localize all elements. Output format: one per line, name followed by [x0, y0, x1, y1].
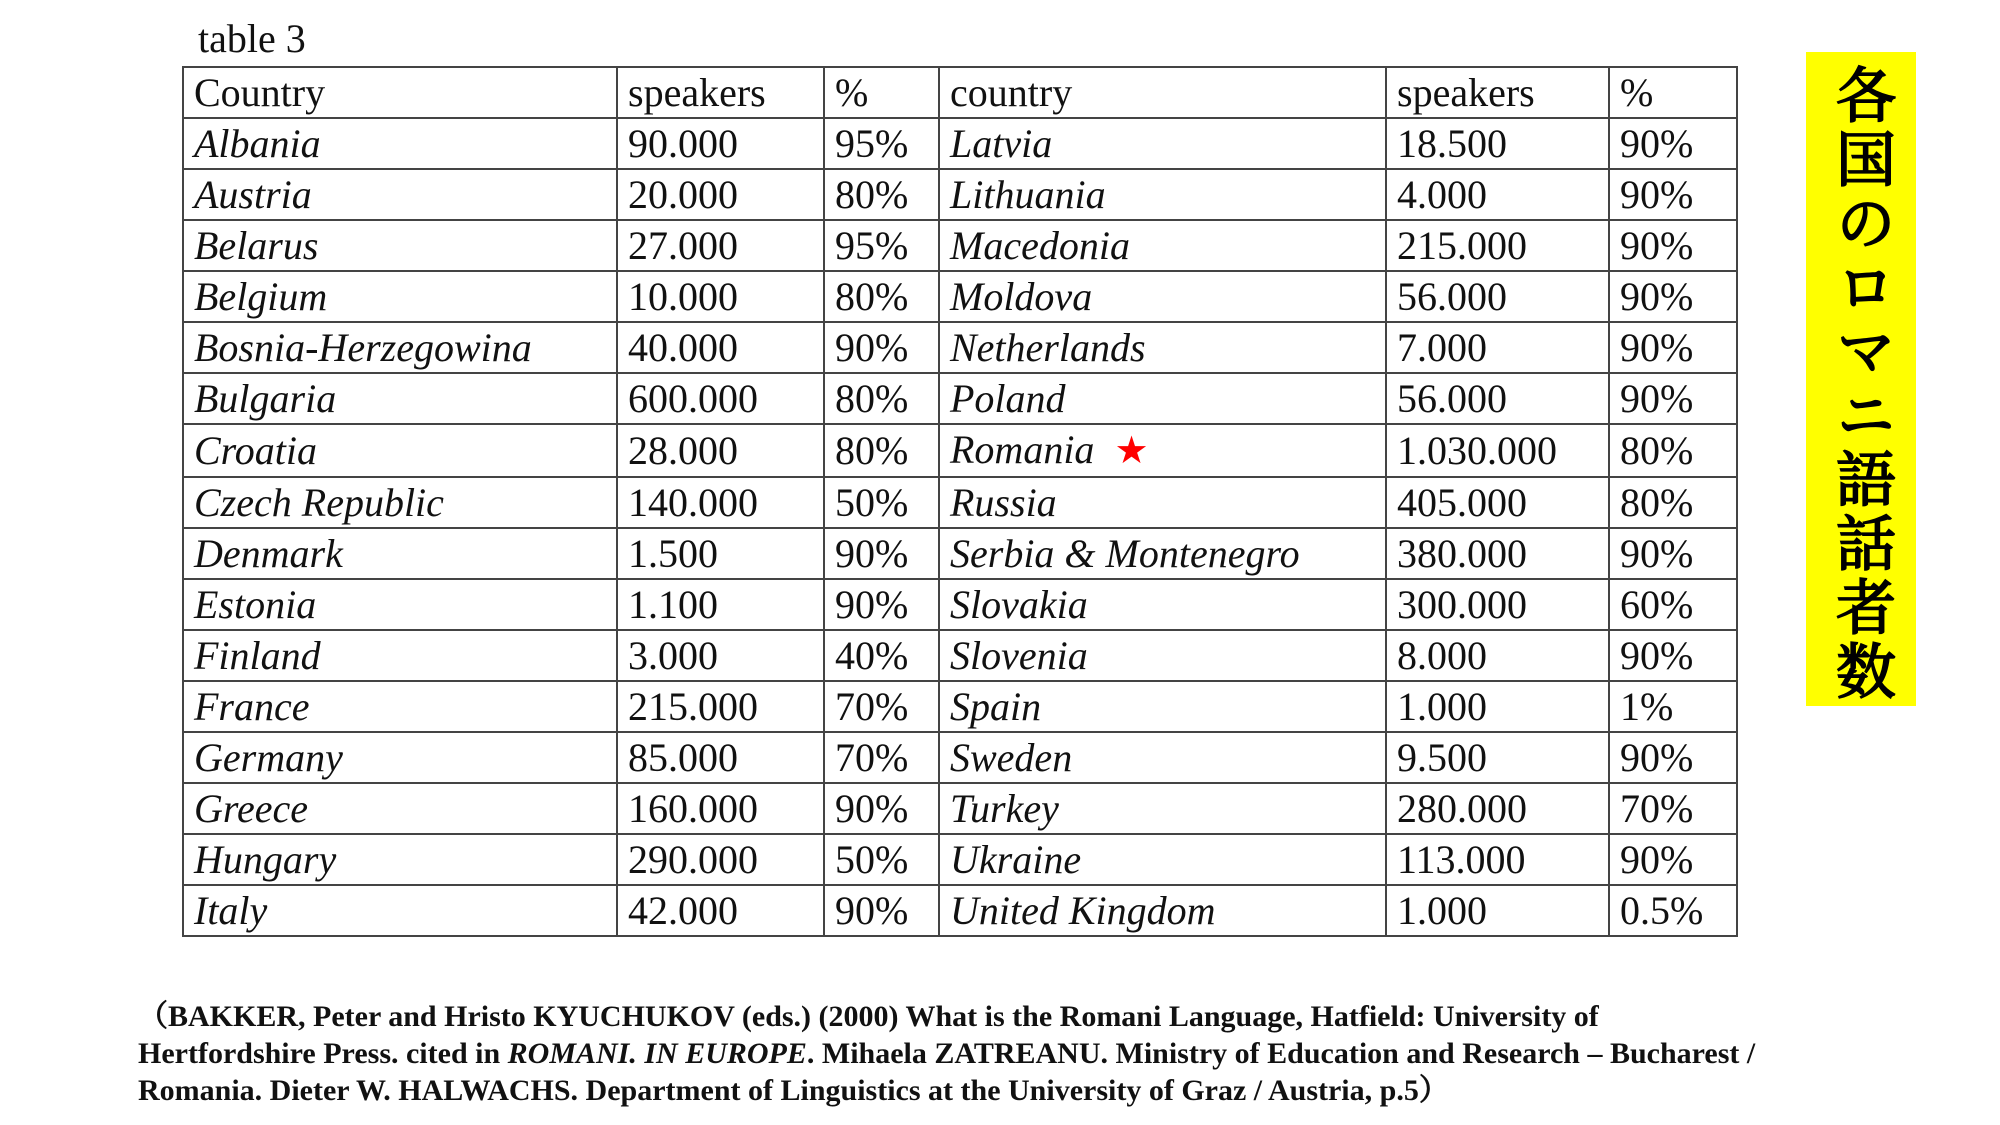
- percent-right-cell: [1609, 681, 1737, 732]
- speakers-right-cell: [1386, 630, 1609, 681]
- speakers-right-cell: [1386, 681, 1609, 732]
- speakers-right-cell: [1386, 885, 1609, 936]
- country-right-cell: [939, 579, 1386, 630]
- country-left-cell: [183, 834, 617, 885]
- table-row: [183, 169, 1737, 220]
- citation: [138, 998, 1978, 1109]
- table-caption: table 3: [198, 16, 306, 61]
- percent-right-cell-text: 90%: [1620, 837, 1694, 882]
- country-right-cell-text: Serbia & Montenegro: [950, 531, 1300, 576]
- percent-right-cell-text: 60%: [1620, 582, 1694, 627]
- speakers-left-cell-text: 1.100: [628, 582, 718, 627]
- percent-left-cell-text: 80%: [835, 172, 909, 217]
- percent-left-cell: [824, 630, 939, 681]
- percent-left-cell-text: 80%: [835, 428, 909, 473]
- speakers-right-cell-text: 18.500: [1397, 121, 1507, 166]
- country-left-cell-text: Czech Republic: [194, 480, 444, 525]
- speakers-left-cell-text: 40.000: [628, 325, 738, 370]
- table-row: [183, 783, 1737, 834]
- country-right-cell-text: Russia: [950, 480, 1057, 525]
- country-left-cell-text: Belarus: [194, 223, 319, 268]
- country-right-cell-text: Latvia: [950, 121, 1053, 166]
- speakers-right-cell-text: 8.000: [1397, 633, 1487, 678]
- country-left-cell-text: France: [194, 684, 310, 729]
- percent-left-cell-text: 90%: [835, 531, 909, 576]
- citation-line-2-end: . Mihaela ZATREANU. Ministry of Education and Research – Bucharest /: [806, 1037, 1756, 1070]
- country-right-cell-text: Poland: [950, 376, 1066, 421]
- percent-left-cell-text: 70%: [835, 684, 909, 729]
- country-left-cell: [183, 169, 617, 220]
- country-left-cell: [183, 424, 617, 477]
- table-row: [183, 630, 1737, 681]
- speakers-left-cell: [617, 322, 824, 373]
- speakers-right-cell: [1386, 271, 1609, 322]
- table-row: [183, 834, 1737, 885]
- speakers-right-cell: [1386, 477, 1609, 528]
- percent-left-cell: [824, 118, 939, 169]
- speakers-left-cell-text: 215.000: [628, 684, 758, 729]
- speakers-left-cell: [617, 169, 824, 220]
- percent-left-cell-text: 95%: [835, 121, 909, 166]
- percent-right-cell-text: 70%: [1620, 786, 1694, 831]
- percent-right-cell: [1609, 528, 1737, 579]
- speakers-right-cell-text: 9.500: [1397, 735, 1487, 780]
- percent-right-cell: [1609, 322, 1737, 373]
- speakers-right-cell-text: 56.000: [1397, 376, 1507, 421]
- table-row: [183, 271, 1737, 322]
- speakers-left-cell: [617, 118, 824, 169]
- country-right-cell-text: Moldova: [950, 274, 1093, 319]
- speakers-right-cell-text: 380.000: [1397, 531, 1527, 576]
- speakers-right-cell: [1386, 783, 1609, 834]
- country-right-cell-text: Lithuania: [950, 172, 1106, 217]
- percent-left-cell: [824, 528, 939, 579]
- star-icon: ★: [1114, 430, 1149, 472]
- percent-left-cell-text: 90%: [835, 786, 909, 831]
- speakers-left-cell-text: 90.000: [628, 121, 738, 166]
- country-right-cell: [939, 732, 1386, 783]
- country-right-cell: [939, 885, 1386, 936]
- side-title: 各国のロマニ語話者数: [1826, 64, 1896, 704]
- percent-left-cell-text: 80%: [835, 274, 909, 319]
- speakers-left-cell: [617, 477, 824, 528]
- percent-right-cell: [1609, 424, 1737, 477]
- speakers-right-cell-text: 1.030.000: [1397, 428, 1557, 473]
- speakers-right-cell: [1386, 169, 1609, 220]
- percent-right-cell-text: 80%: [1620, 428, 1694, 473]
- country-left-cell: [183, 885, 617, 936]
- speakers-right-cell: [1386, 732, 1609, 783]
- speakers-right-cell: [1386, 118, 1609, 169]
- speakers-left-cell: [617, 373, 824, 424]
- country-right-cell-text: Slovenia: [950, 633, 1088, 678]
- percent-right-cell: [1609, 271, 1737, 322]
- percent-right-cell: [1609, 169, 1737, 220]
- table-row: [183, 528, 1737, 579]
- table-row: [183, 220, 1737, 271]
- country-left-cell: [183, 220, 617, 271]
- country-left-cell: [183, 579, 617, 630]
- speakers-right-cell-text: 1.000: [1397, 888, 1487, 933]
- percent-right-cell: [1609, 732, 1737, 783]
- citation-source-title: ROMANI. IN EUROPE: [507, 1037, 807, 1070]
- speakers-left-cell-text: 160.000: [628, 786, 758, 831]
- country-right-cell: [939, 424, 1386, 477]
- percent-right-cell: [1609, 885, 1737, 936]
- speakers-left-cell: [617, 681, 824, 732]
- country-right-cell: [939, 528, 1386, 579]
- percent-left-cell: [824, 681, 939, 732]
- table-header-row: [183, 67, 1737, 118]
- percent-left-cell-text: 90%: [835, 888, 909, 933]
- speakers-right-cell-text: 1.000: [1397, 684, 1487, 729]
- percent-right-cell: [1609, 477, 1737, 528]
- country-left-cell-text: Belgium: [194, 274, 328, 319]
- percent-right-cell-text: 90%: [1620, 121, 1694, 166]
- speakers-left-cell: [617, 271, 824, 322]
- country-left-cell: [183, 528, 617, 579]
- country-left-cell: [183, 322, 617, 373]
- country-right-cell-text: Macedonia: [950, 223, 1130, 268]
- speakers-right-cell: [1386, 220, 1609, 271]
- speakers-left-cell: [617, 732, 824, 783]
- header-percent-right: %: [1609, 67, 1737, 118]
- speakers-left-cell-text: 42.000: [628, 888, 738, 933]
- country-left-cell: [183, 271, 617, 322]
- percent-right-cell: [1609, 783, 1737, 834]
- country-right-cell: [939, 118, 1386, 169]
- speakers-right-cell-text: 280.000: [1397, 786, 1527, 831]
- country-right-cell: [939, 630, 1386, 681]
- speakers-left-cell-text: 10.000: [628, 274, 738, 319]
- percent-right-cell-text: 90%: [1620, 376, 1694, 421]
- country-left-cell: [183, 118, 617, 169]
- percent-left-cell: [824, 732, 939, 783]
- country-right-cell-text: Sweden: [950, 735, 1073, 780]
- speakers-left-cell: [617, 783, 824, 834]
- speakers-right-cell-text: 215.000: [1397, 223, 1527, 268]
- speakers-left-cell: [617, 220, 824, 271]
- percent-left-cell: [824, 373, 939, 424]
- speakers-right-cell: [1386, 834, 1609, 885]
- percent-right-cell-text: 0.5%: [1620, 888, 1704, 933]
- speakers-left-cell-text: 3.000: [628, 633, 718, 678]
- percent-left-cell: [824, 220, 939, 271]
- speakers-right-cell: [1386, 424, 1609, 477]
- speakers-left-cell: [617, 424, 824, 477]
- percent-right-cell: [1609, 630, 1737, 681]
- country-right-cell: [939, 783, 1386, 834]
- table-row: [183, 885, 1737, 936]
- country-left-cell-text: Greece: [194, 786, 308, 831]
- table-row: [183, 732, 1737, 783]
- header-speakers-right: speakers: [1386, 67, 1609, 118]
- citation-line-1: （BAKKER, Peter and Hristo KYUCHUKOV (eds.) (2000) What is the Romani Language, Hatfield: University of: [138, 1000, 1599, 1033]
- speakers-left-cell: [617, 885, 824, 936]
- country-left-cell-text: Bosnia-Herzegowina: [194, 325, 532, 370]
- country-right-cell-text: Netherlands: [950, 325, 1146, 370]
- country-right-cell: [939, 220, 1386, 271]
- percent-right-cell: [1609, 373, 1737, 424]
- percent-right-cell: [1609, 834, 1737, 885]
- speakers-right-cell: [1386, 579, 1609, 630]
- speakers-right-cell-text: 4.000: [1397, 172, 1487, 217]
- percent-right-cell-text: 1%: [1620, 684, 1674, 729]
- speakers-table: [182, 66, 1738, 937]
- country-left-cell: [183, 783, 617, 834]
- country-left-cell: [183, 477, 617, 528]
- country-left-cell-text: Finland: [194, 633, 321, 678]
- side-title-box: [1806, 52, 1916, 706]
- country-right-cell: [939, 322, 1386, 373]
- country-right-cell: [939, 373, 1386, 424]
- country-left-cell-text: Bulgaria: [194, 376, 337, 421]
- percent-left-cell-text: 70%: [835, 735, 909, 780]
- percent-left-cell-text: 40%: [835, 633, 909, 678]
- country-left-cell-text: Albania: [194, 121, 321, 166]
- speakers-left-cell-text: 1.500: [628, 531, 718, 576]
- speakers-left-cell-text: 290.000: [628, 837, 758, 882]
- table-row: [183, 118, 1737, 169]
- percent-left-cell-text: 50%: [835, 837, 909, 882]
- percent-left-cell: [824, 579, 939, 630]
- speakers-left-cell: [617, 528, 824, 579]
- country-right-cell-text: Romania: [950, 427, 1095, 472]
- country-left-cell: [183, 630, 617, 681]
- country-right-cell: [939, 834, 1386, 885]
- country-right-cell-text: Turkey: [950, 786, 1059, 831]
- country-right-cell: [939, 271, 1386, 322]
- percent-left-cell: [824, 322, 939, 373]
- percent-right-cell-text: 90%: [1620, 633, 1694, 678]
- table-row: [183, 373, 1737, 424]
- citation-line-2: [138, 1035, 1978, 1072]
- percent-right-cell-text: 90%: [1620, 325, 1694, 370]
- country-left-cell: [183, 373, 617, 424]
- percent-left-cell: [824, 169, 939, 220]
- country-right-cell-text: Ukraine: [950, 837, 1082, 882]
- header-percent-left: %: [824, 67, 939, 118]
- speakers-right-cell: [1386, 322, 1609, 373]
- speakers-left-cell-text: 28.000: [628, 428, 738, 473]
- percent-right-cell-text: 80%: [1620, 480, 1694, 525]
- country-right-cell: [939, 169, 1386, 220]
- country-right-cell: [939, 681, 1386, 732]
- percent-right-cell-text: 90%: [1620, 274, 1694, 319]
- table-row: [183, 322, 1737, 373]
- header-country-right: country: [939, 67, 1386, 118]
- country-left-cell-text: Hungary: [194, 837, 337, 882]
- citation-line-3: Romania. Dieter W. HALWACHS. Department of Linguistics at the University of Graz / Austria, p.5）: [138, 1074, 1449, 1107]
- speakers-left-cell: [617, 579, 824, 630]
- percent-left-cell: [824, 834, 939, 885]
- country-left-cell-text: Estonia: [194, 582, 317, 627]
- table-row: [183, 477, 1737, 528]
- header-speakers-left: speakers: [617, 67, 824, 118]
- percent-right-cell-text: 90%: [1620, 735, 1694, 780]
- percent-right-cell: [1609, 220, 1737, 271]
- table-row: [183, 424, 1737, 477]
- speakers-right-cell: [1386, 373, 1609, 424]
- percent-left-cell: [824, 885, 939, 936]
- percent-left-cell: [824, 424, 939, 477]
- speakers-right-cell-text: 113.000: [1397, 837, 1526, 882]
- percent-left-cell-text: 50%: [835, 480, 909, 525]
- speakers-left-cell-text: 27.000: [628, 223, 738, 268]
- percent-left-cell: [824, 477, 939, 528]
- speakers-left-cell: [617, 834, 824, 885]
- country-left-cell-text: Croatia: [194, 428, 317, 473]
- percent-right-cell: [1609, 579, 1737, 630]
- country-left-cell: [183, 681, 617, 732]
- citation-line-2-start: Hertfordshire Press. cited in: [138, 1037, 508, 1070]
- country-left-cell: [183, 732, 617, 783]
- speakers-left-cell: [617, 630, 824, 681]
- speakers-left-cell-text: 600.000: [628, 376, 758, 421]
- speakers-left-cell-text: 85.000: [628, 735, 738, 780]
- header-country-left: Country: [183, 67, 617, 118]
- country-right-cell: [939, 477, 1386, 528]
- percent-right-cell-text: 90%: [1620, 223, 1694, 268]
- speakers-right-cell-text: 7.000: [1397, 325, 1487, 370]
- country-right-cell-text: Slovakia: [950, 582, 1088, 627]
- percent-left-cell-text: 90%: [835, 582, 909, 627]
- speakers-right-cell-text: 56.000: [1397, 274, 1507, 319]
- percent-left-cell-text: 90%: [835, 325, 909, 370]
- percent-right-cell-text: 90%: [1620, 531, 1694, 576]
- speakers-right-cell-text: 300.000: [1397, 582, 1527, 627]
- speakers-right-cell-text: 405.000: [1397, 480, 1527, 525]
- country-left-cell-text: Italy: [194, 888, 268, 933]
- speakers-right-cell: [1386, 528, 1609, 579]
- country-right-cell-text: Spain: [950, 684, 1042, 729]
- percent-left-cell: [824, 271, 939, 322]
- table-row: [183, 681, 1737, 732]
- percent-right-cell-text: 90%: [1620, 172, 1694, 217]
- percent-right-cell: [1609, 118, 1737, 169]
- speakers-left-cell-text: 20.000: [628, 172, 738, 217]
- percent-left-cell-text: 95%: [835, 223, 909, 268]
- country-right-cell-text: United Kingdom: [950, 888, 1216, 933]
- percent-left-cell-text: 80%: [835, 376, 909, 421]
- speakers-left-cell-text: 140.000: [628, 480, 758, 525]
- country-left-cell-text: Denmark: [194, 531, 343, 576]
- table-row: [183, 579, 1737, 630]
- percent-left-cell: [824, 783, 939, 834]
- country-left-cell-text: Germany: [194, 735, 343, 780]
- country-left-cell-text: Austria: [194, 172, 312, 217]
